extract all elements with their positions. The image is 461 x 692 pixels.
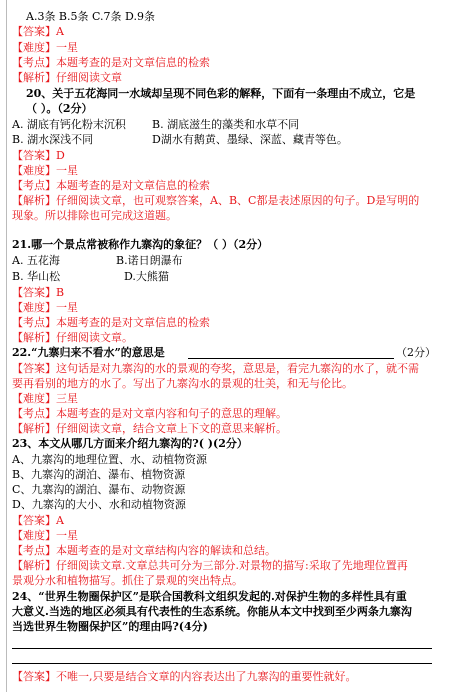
q24-stem-line1: 24、“世界生物圈保护区”是联合国教科文组织发起的.对保护生物的多样性具有重 [12,590,407,603]
q21-point: 【考点】本题考查的是对文章信息的检索 [12,316,210,329]
q21-option-c: B. 华山松 [12,270,61,283]
q22-answer-line1: 【答案】这句话是对九寨沟的水的景观的夸奖，意思是，看完九寨沟的水了，就不需 [12,362,419,375]
q24-stem-line3: 当选世界生物圈保护区”的理由吗?(4分) [12,620,208,633]
q20-option-c: B. 湖水深浅不同 [12,133,94,146]
q23-difficulty: 【难度】一星 [12,529,78,542]
q22-answer-line2: 要再看别的地方的水了。写出了九寨沟水的景观的壮美，和无与伦比。 [12,377,353,390]
q19-difficulty: 【难度】一星 [12,41,78,54]
q22-analysis: 【解析】仔细阅读文章，结合文章上下文的意思来解析。 [12,422,287,435]
q20-option-b: B. 湖底滋生的藻类和水草不同 [152,118,300,131]
q21-option-b: B.诺日朗瀑布 [116,254,183,267]
q21-option-a: A. 五花海 [12,254,60,267]
q20-stem-line1: 20、关于五花海同一水域却呈现不同色彩的解释，下面有一条理由不成立，它是 [26,87,416,100]
q23-point: 【考点】本题考查的是对文章结构内容的解读和总结。 [12,544,276,557]
q21-difficulty: 【难度】一星 [12,301,78,314]
q23-stem: 23、本文从哪几方面来介绍九寨沟的?( )(2分） [12,437,248,450]
q20-answer: 【答案】D [12,149,65,162]
q24-answer: 【答案】不唯一,只要是结合文章的内容表达出了九寨沟的重要性就好。 [12,670,357,683]
q20-option-d: D湖水有鹅黄、墨绿、深蓝、藏青等色。 [152,133,348,146]
q23-analysis-line1: 【解析】仔细阅读文章.文章总共可分为三部分.对景物的描写:采取了先地理位置再 [12,559,408,572]
q24-answer-line-1 [12,648,432,649]
q20-analysis-line1: 【解析】仔细阅读文章，也可观察答案，A、B、C都是表述原因的句子。D是写明的 [12,194,420,207]
q22-score: （2分） [396,346,436,359]
q21-option-d: D.大熊猫 [124,270,169,283]
q20-difficulty: 【难度】一星 [12,164,78,177]
q20-analysis-line2: 现象。所以排除也可完成这道题。 [12,209,177,222]
q19-point: 【考点】本题考查的是对文章信息的检索 [12,56,210,69]
q23-answer: 【答案】A [12,514,64,527]
q20-point: 【考点】本题考查的是对文章信息的检索 [12,179,210,192]
q21-analysis: 【解析】仔细阅读文章。 [12,331,133,344]
q24-stem-line2: 大意义.当选的地区必须具有代表性的生态系统。你能从本文中找到至少两条九寨沟 [12,605,412,618]
q23-option-c: C、九寨沟的湖泊、瀑布、动物资源 [12,483,186,496]
q20-option-a: A. 湖底有钙化粉末沉积 [12,118,126,131]
q19-options: A.3条 B.5条 C.7条 D.9条 [26,10,155,23]
q19-analysis: 【解析】仔细阅读文章 [12,71,122,84]
q23-option-d: D、九寨沟的大小、水和动植物资源 [12,498,186,511]
q22-point: 【考点】本题考查的是对文章内容和句子的意思的理解。 [12,407,287,420]
q22-difficulty: 【难度】三星 [12,392,78,405]
q21-stem: 21.哪一个景点常被称作九寨沟的象征？（ ）（2分） [12,238,269,251]
margin-line [6,0,7,692]
q20-stem-line2: （ ）。（2分） [26,102,93,115]
q22-stem: 22.“九寨归来不看水”的意思是 [12,346,165,359]
q24-answer-line-2 [12,663,432,664]
q23-option-a: A、九寨沟的地理位置、水、动植物资源 [12,453,207,466]
q19-answer: 【答案】A [12,25,64,38]
q22-answer-blank [188,358,394,359]
q21-answer: 【答案】B [12,286,65,299]
q23-option-b: B、九寨沟的湖泊、瀑布、植物资源 [12,468,186,481]
q23-analysis-line2: 景观分水和植物描写。抓住了景观的突出特点。 [12,574,243,587]
